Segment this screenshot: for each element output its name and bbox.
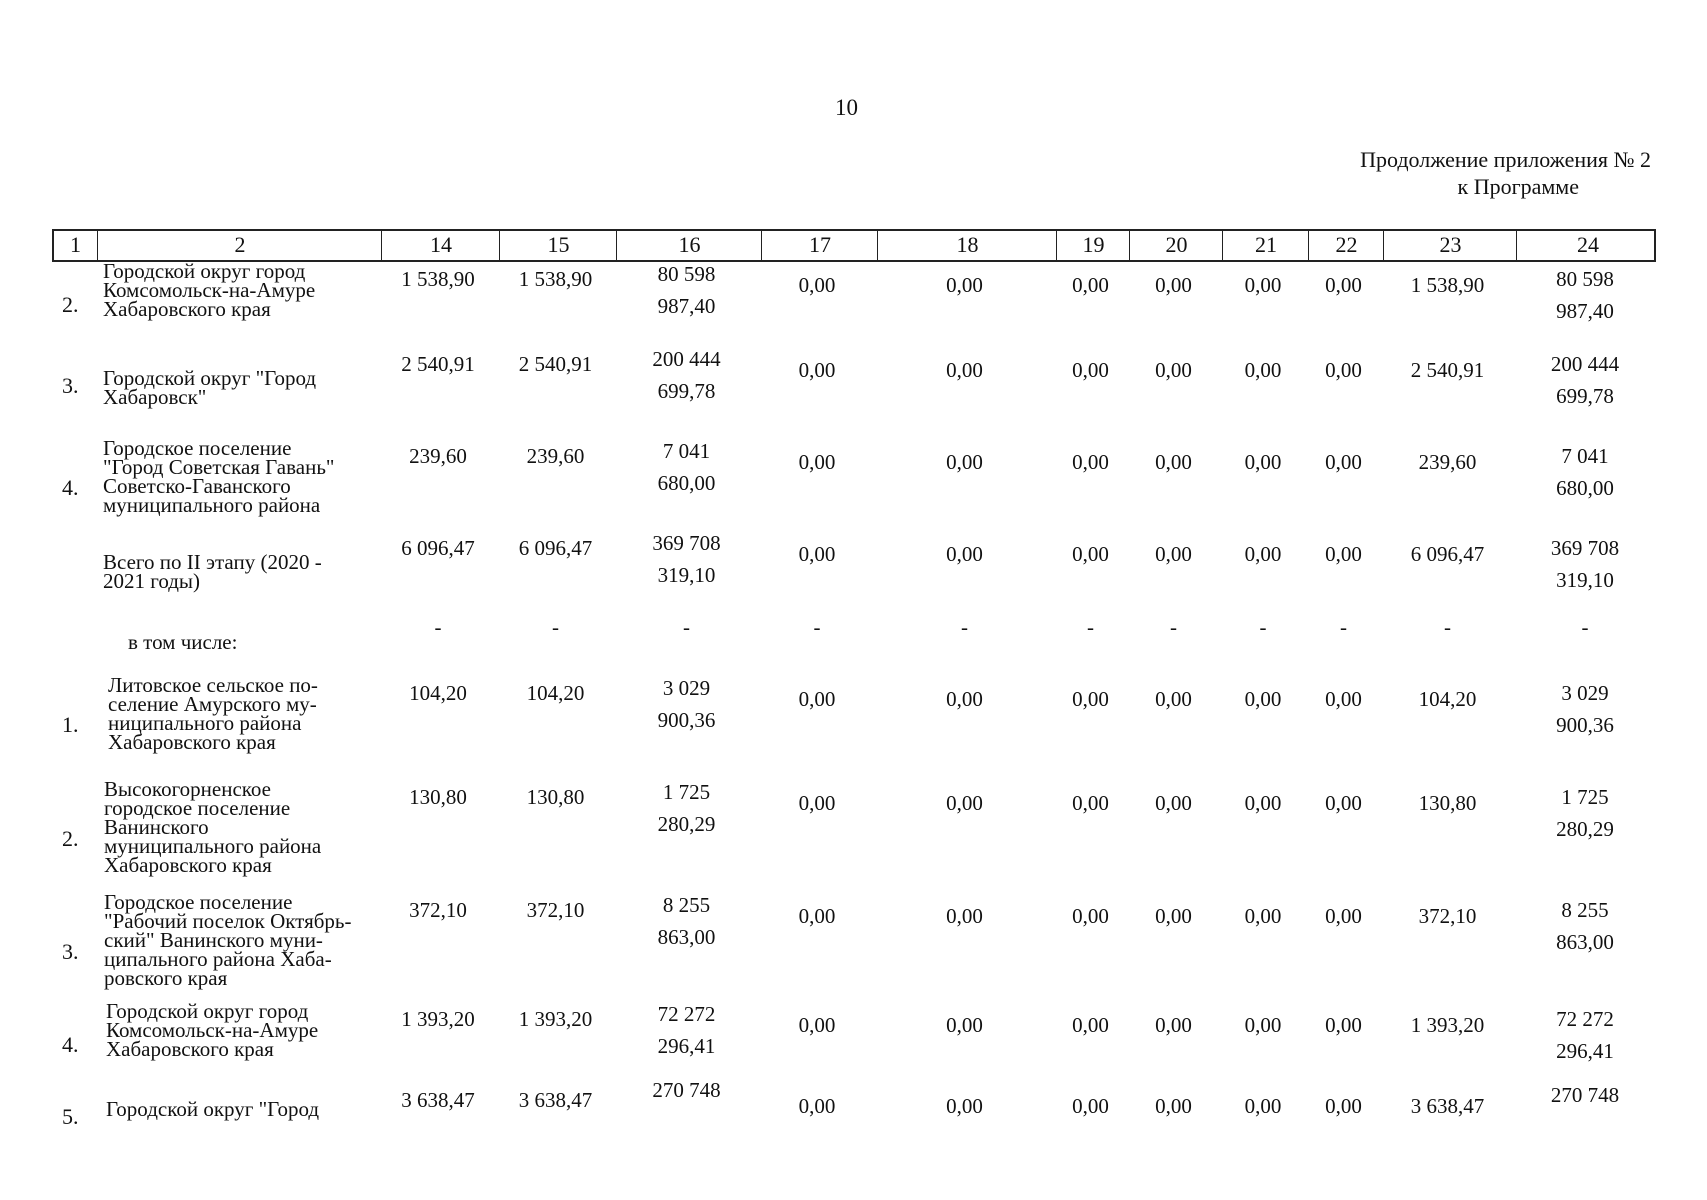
cell-value: 0,00 — [1072, 1013, 1109, 1037]
row-name — [108, 673, 318, 754]
cell-value: 0,00 — [1072, 904, 1109, 928]
cell-value: 0,00 — [798, 450, 836, 474]
row-number: 5. — [62, 1104, 79, 1129]
cell-value: 0,00 — [1072, 542, 1109, 566]
header-cell: 19 — [1056, 231, 1130, 260]
cell-value-stacked — [1525, 348, 1645, 412]
cell-value: 1 393,20 — [1410, 1013, 1485, 1037]
appendix-line-2: к Программе — [1457, 174, 1579, 199]
cell-value: 130,80 — [526, 785, 585, 809]
cell-value-part: 900,36 — [1556, 713, 1614, 737]
row-name-line: Советско-Гаванского — [103, 474, 291, 498]
cell-value-part: 200 444 — [652, 347, 721, 371]
cell-value-stacked — [1525, 263, 1645, 327]
row-number: 2. — [62, 825, 79, 851]
cell-value: 372,10 — [409, 898, 467, 922]
cell-value: 0,00 — [946, 273, 983, 297]
cell-value: 1 393,20 — [518, 1007, 593, 1031]
dash-cell: - — [961, 615, 968, 639]
subheader-label: в том числе: — [128, 630, 238, 654]
cell-value-part: 863,00 — [1556, 930, 1614, 954]
cell-value: 372,10 — [526, 898, 585, 922]
cell-value: 1 393,20 — [401, 1007, 475, 1031]
row-name-line: городское поселение — [104, 796, 291, 820]
row-name-line: Городской округ "Город — [103, 366, 317, 390]
row-name-line: 2021 годы) — [103, 569, 201, 593]
cell-value-stacked — [627, 258, 747, 322]
cell-value: 0,00 — [1325, 542, 1362, 566]
cell-value: 0,00 — [1155, 687, 1192, 711]
row-name-line: Хабаровского края — [104, 853, 272, 877]
row-name-line: Всего по II этапу (2020 - — [103, 550, 322, 574]
row-name-line: ципального района Хаба- — [104, 947, 332, 971]
cell-value: 0,00 — [946, 904, 983, 928]
row-number: 4. — [62, 1032, 79, 1057]
cell-value-part: 900,36 — [657, 708, 716, 732]
cell-value: 130,80 — [1418, 791, 1477, 815]
row-name-line: "Город Советская Гавань" — [103, 455, 335, 479]
header-cell: 22 — [1308, 231, 1384, 260]
cell-value: 0,00 — [1244, 358, 1282, 382]
cell-value-stacked — [627, 435, 747, 499]
cell-value: 0,00 — [798, 904, 836, 928]
cell-value: 2 540,91 — [401, 352, 475, 376]
cell-value: 0,00 — [1244, 791, 1282, 815]
row-name — [103, 550, 322, 593]
cell-value: 0,00 — [1072, 450, 1109, 474]
cell-value: 0,00 — [798, 542, 836, 566]
dash-cell: - — [1259, 615, 1267, 639]
dash-cell: - — [1581, 615, 1589, 639]
cell-value: 2 540,91 — [518, 352, 593, 376]
cell-value: 104,20 — [526, 681, 585, 705]
cell-value: 0,00 — [1325, 273, 1362, 297]
cell-value-stacked — [627, 343, 747, 407]
cell-value: 0,00 — [798, 1013, 836, 1037]
cell-value: 0,00 — [1072, 1094, 1109, 1118]
row-name-line: ниципального района — [108, 711, 302, 735]
dash-cell: - — [1170, 615, 1177, 639]
cell-value-stacked — [1525, 440, 1645, 504]
cell-value-part: 3 029 — [1561, 681, 1609, 705]
row-name-line: Литовское сельское по- — [108, 673, 318, 697]
cell-value: 0,00 — [946, 791, 983, 815]
row-number: 3. — [62, 938, 79, 964]
row-name — [104, 890, 352, 990]
row-name — [106, 999, 319, 1061]
row-number: 3. — [62, 373, 79, 398]
cell-value: 0,00 — [798, 358, 836, 382]
row-number: 1. — [62, 712, 79, 737]
cell-value-part: 7 041 — [1561, 444, 1609, 468]
cell-value-stacked — [1525, 1003, 1645, 1067]
cell-value: 1 538,90 — [401, 267, 475, 291]
cell-value: 6 096,47 — [1410, 542, 1485, 566]
cell-value: 0,00 — [1244, 273, 1282, 297]
cell-value: 0,00 — [1072, 687, 1109, 711]
cell-value: 0,00 — [1325, 791, 1362, 815]
cell-value: 0,00 — [798, 687, 836, 711]
cell-value-stacked — [1525, 894, 1645, 958]
header-cell: 2 — [97, 231, 382, 260]
row-name-line: Хабаровского края — [108, 730, 276, 754]
row-name-line: Высокогорненское — [104, 777, 271, 801]
row-name-line: Ванинского — [104, 815, 209, 839]
cell-value-part: 369 708 — [1550, 536, 1620, 560]
row-name — [103, 259, 316, 321]
cell-value-part: 270 748 — [652, 1078, 721, 1102]
cell-value: 3 638,47 — [518, 1088, 593, 1112]
row-number: 2. — [62, 292, 79, 317]
cell-value-stacked — [627, 1074, 747, 1106]
cell-value: 0,00 — [1155, 1094, 1192, 1118]
cell-value: 104,20 — [409, 681, 467, 705]
cell-value-stacked — [1525, 677, 1645, 741]
row-name-line: Городское поселение — [103, 436, 292, 460]
cell-value-part: 3 029 — [662, 676, 711, 700]
cell-value-stacked — [1525, 532, 1645, 596]
cell-value: 0,00 — [946, 687, 983, 711]
header-cell: 14 — [381, 231, 500, 260]
header-cell: 16 — [616, 231, 762, 260]
cell-value-part: 863,00 — [657, 925, 716, 949]
cell-value-stacked — [627, 776, 747, 840]
cell-value: 0,00 — [1072, 273, 1109, 297]
row-name-line: муниципального района — [104, 834, 322, 858]
cell-value-stacked — [627, 998, 747, 1062]
cell-value: 372,10 — [1418, 904, 1477, 928]
cell-value: 0,00 — [1325, 687, 1362, 711]
cell-value-part: 280,29 — [657, 812, 716, 836]
header-cell: 1 — [70, 232, 81, 257]
cell-value-part: 987,40 — [1556, 299, 1614, 323]
cell-value-part: 680,00 — [1556, 476, 1614, 500]
cell-value: 0,00 — [1244, 904, 1282, 928]
cell-value-part: 680,00 — [657, 471, 716, 495]
cell-value-part: 319,10 — [1556, 568, 1614, 592]
cell-value-stacked — [1525, 1079, 1645, 1111]
cell-value-part: 80 598 — [1556, 267, 1614, 291]
page-number: 10 — [835, 95, 858, 120]
row-name — [103, 436, 335, 517]
cell-value: 0,00 — [946, 542, 983, 566]
cell-value: 0,00 — [1155, 791, 1192, 815]
dash-cell: - — [683, 615, 690, 639]
cell-value-stacked — [627, 889, 747, 953]
cell-value-part: 319,10 — [657, 563, 716, 587]
cell-value: 239,60 — [526, 444, 585, 468]
row-number: 4. — [62, 475, 79, 500]
cell-value-stacked — [1525, 781, 1645, 845]
cell-value: 0,00 — [1155, 1013, 1192, 1037]
dash-cell: - — [1340, 615, 1347, 639]
cell-value: 6 096,47 — [518, 536, 593, 560]
cell-value-part: 270 748 — [1550, 1083, 1620, 1107]
dash-cell: - — [434, 615, 442, 639]
appendix-line-1: Продолжение приложения № 2 — [1360, 147, 1651, 172]
cell-value: 0,00 — [946, 1094, 983, 1118]
cell-value: 0,00 — [1325, 1094, 1362, 1118]
row-name — [104, 777, 322, 877]
cell-value: 0,00 — [1325, 358, 1362, 382]
row-name-line: Хабаровского края — [103, 297, 271, 321]
cell-value-part: 8 255 — [1561, 898, 1609, 922]
cell-value-part: 296,41 — [657, 1034, 716, 1058]
cell-value: 130,80 — [409, 785, 467, 809]
header-cell: 23 — [1383, 231, 1517, 260]
cell-value: 0,00 — [1325, 1013, 1362, 1037]
cell-value: 2 540,91 — [1410, 358, 1485, 382]
cell-value-part: 8 255 — [662, 893, 711, 917]
cell-value: 0,00 — [1155, 273, 1192, 297]
cell-value: 6 096,47 — [401, 536, 475, 560]
cell-value: 0,00 — [1072, 358, 1109, 382]
header-cell: 17 — [761, 231, 878, 260]
row-name-line: Хабаровского края — [106, 1037, 274, 1061]
row-name-line: Городской округ "Город — [106, 1097, 320, 1121]
cell-value: 0,00 — [1244, 687, 1282, 711]
cell-value-part: 369 708 — [652, 531, 721, 555]
cell-value-part: 7 041 — [662, 439, 711, 463]
header-cell: 21 — [1222, 231, 1309, 260]
cell-value: 0,00 — [1244, 1013, 1282, 1037]
cell-value-part: 699,78 — [1556, 384, 1614, 408]
dash-cell: - — [552, 615, 559, 639]
cell-value: 0,00 — [798, 791, 836, 815]
cell-value-part: 200 444 — [1550, 352, 1620, 376]
cell-value-part: 1 725 — [662, 780, 711, 804]
cell-value: 0,00 — [1155, 542, 1192, 566]
row-name-line: муниципального района — [103, 493, 321, 517]
cell-value: 3 638,47 — [401, 1088, 475, 1112]
cell-value: 0,00 — [946, 358, 983, 382]
row-name-line: Комсомольск-на-Амуре — [103, 278, 316, 302]
cell-value: 0,00 — [946, 450, 983, 474]
table-header — [52, 229, 1656, 262]
row-name — [103, 366, 317, 409]
cell-value: 0,00 — [1325, 450, 1362, 474]
dash-cell: - — [813, 615, 821, 639]
cell-value: 1 538,90 — [1410, 273, 1485, 297]
cell-value: 239,60 — [1418, 450, 1477, 474]
cell-value-part: 80 598 — [657, 262, 716, 286]
header-cell: 18 — [877, 231, 1057, 260]
cell-value-part: 987,40 — [657, 294, 716, 318]
row-name-line: ровского края — [104, 966, 228, 990]
row-name-line: Городской округ город — [106, 999, 309, 1023]
row-name-line: Хабаровск" — [103, 385, 207, 409]
cell-value: 0,00 — [946, 1013, 983, 1037]
cell-value-part: 72 272 — [657, 1002, 716, 1026]
header-cell: 20 — [1129, 231, 1223, 260]
row-name-line: селение Амурского му- — [108, 692, 317, 716]
row-name-line: "Рабочий поселок Октябрь- — [104, 909, 352, 933]
cell-value-stacked — [627, 527, 747, 591]
cell-value: 0,00 — [798, 1094, 836, 1118]
appendix-caption — [1360, 146, 1651, 200]
header-cell: 15 — [499, 231, 617, 260]
cell-value-part: 280,29 — [1556, 817, 1614, 841]
cell-value: 0,00 — [1155, 450, 1192, 474]
row-name-line: Городское поселение — [104, 890, 293, 914]
cell-value-part: 72 272 — [1556, 1007, 1614, 1031]
cell-value: 239,60 — [409, 444, 467, 468]
cell-value: 0,00 — [1244, 450, 1282, 474]
cell-value: 0,00 — [1072, 791, 1109, 815]
header-cell: 24 — [1516, 231, 1659, 260]
cell-value: 0,00 — [798, 273, 836, 297]
row-name-line: Городской округ город — [103, 259, 306, 283]
cell-value: 3 638,47 — [1410, 1094, 1485, 1118]
row-name-line: ский" Ванинского муни- — [104, 928, 323, 952]
cell-value-stacked — [627, 672, 747, 736]
cell-value: 0,00 — [1244, 1094, 1282, 1118]
cell-value: 1 538,90 — [518, 267, 593, 291]
cell-value: 0,00 — [1244, 542, 1282, 566]
cell-value-part: 1 725 — [1561, 785, 1609, 809]
row-name-line: Комсомольск-на-Амуре — [106, 1018, 319, 1042]
cell-value-part: 296,41 — [1556, 1039, 1614, 1063]
dash-cell: - — [1444, 615, 1451, 639]
cell-value: 0,00 — [1155, 904, 1192, 928]
dash-cell: - — [1087, 615, 1094, 639]
row-name — [106, 1097, 320, 1121]
cell-value: 0,00 — [1325, 904, 1362, 928]
cell-value-part: 699,78 — [657, 379, 716, 403]
cell-value: 104,20 — [1418, 687, 1477, 711]
cell-value: 0,00 — [1155, 358, 1192, 382]
